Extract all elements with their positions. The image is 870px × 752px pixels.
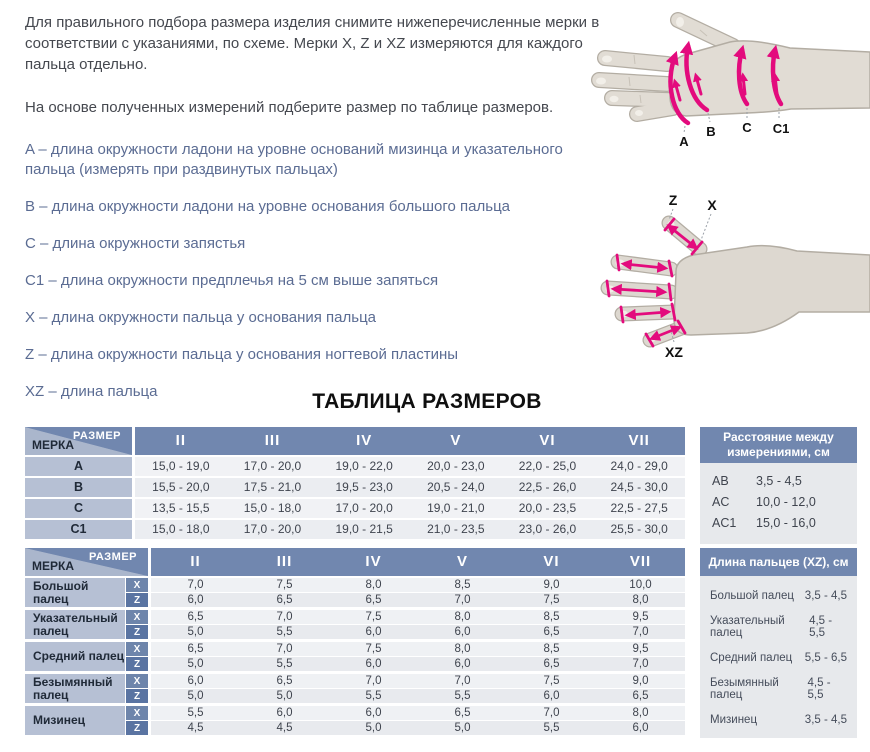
size-range-value: 17,0 - 20,0: [243, 522, 302, 536]
distance-box-body: [700, 463, 857, 544]
size-column-header: III: [276, 553, 293, 570]
z-value: 5,0: [454, 722, 471, 734]
x-value: 8,0: [454, 611, 471, 623]
finger-group: [25, 706, 685, 735]
z-value: 4,5: [276, 722, 293, 734]
x-value: 5,5: [187, 707, 204, 719]
z-value: 7,0: [632, 626, 649, 638]
measurement-definition: Z – длина окружности пальца у основания ногтевой пластины: [25, 346, 459, 363]
x-value: 9,5: [632, 611, 649, 623]
label-XZ: XZ: [665, 344, 683, 360]
corner-measure-label: МЕРКА: [32, 559, 74, 573]
size-range-value: 17,0 - 20,0: [243, 459, 302, 473]
finger-length-value: 3,5 - 4,5: [804, 589, 847, 602]
xz-badge-column: [126, 706, 148, 735]
x-value-row: [151, 674, 685, 688]
size-range-value: 24,5 - 30,0: [610, 480, 668, 494]
hand-shape: [606, 221, 870, 343]
size-table-title: ТАБЛИЦА РАЗМЕРОВ: [312, 390, 542, 413]
finger-name: Большой палец: [25, 578, 125, 607]
size-range-value: 15,0 - 18,0: [243, 501, 302, 515]
x-badge: X: [126, 610, 148, 624]
z-value: 7,5: [543, 594, 560, 606]
distance-box: [700, 427, 857, 544]
x-value: 10,0: [629, 579, 652, 591]
size-range-value: 19,0 - 22,0: [335, 459, 393, 473]
finger-values: [151, 578, 685, 607]
x-value: 9,0: [543, 579, 560, 591]
z-value: 6,5: [543, 626, 560, 638]
z-value: 6,0: [454, 658, 471, 670]
size-table-header-row: [25, 427, 685, 455]
z-value: 5,0: [365, 722, 382, 734]
x-badge: X: [126, 674, 148, 688]
x-value-row: [151, 642, 685, 656]
finger-values: [151, 610, 685, 639]
distance-label: AB: [712, 473, 729, 488]
finger-name: Указательный палец: [25, 610, 125, 639]
finger-length-label: Большой палец: [710, 589, 794, 602]
finger-group: [25, 610, 685, 639]
z-value: 8,0: [632, 594, 649, 606]
x-value: 7,0: [187, 579, 204, 591]
finger-length-row: [700, 704, 857, 735]
measurement-definition: X – длина окружности пальца у основания пальца: [25, 309, 377, 326]
hand-diagram-fingers: [585, 163, 870, 378]
finger-length-value: 4,5 - 5,5: [807, 676, 831, 701]
corner-size-label: РАЗМЕР: [72, 430, 121, 442]
finger-length-row: [700, 611, 857, 642]
size-column-header: V: [450, 432, 462, 449]
measure-row-label: C1: [25, 520, 132, 539]
x-value: 6,0: [365, 707, 382, 719]
x-value: 6,5: [276, 675, 293, 687]
x-badge: X: [126, 706, 148, 720]
x-value: 8,0: [632, 707, 649, 719]
size-range-value: 23,0 - 26,0: [518, 522, 577, 536]
size-column-header: V: [456, 553, 468, 570]
label-X: X: [707, 197, 717, 213]
z-value: 6,0: [187, 594, 204, 606]
z-value: 6,0: [632, 722, 649, 734]
finger-length-row: [700, 673, 857, 704]
hand-shape: [596, 17, 870, 116]
measurement-definition: B – длина окружности ладони на уровне основания большого пальца: [25, 198, 511, 215]
x-value: 7,5: [276, 579, 293, 591]
finger-length-label: Мизинец: [710, 713, 758, 726]
z-badge: Z: [126, 625, 148, 639]
finger-length-value: 4,5 - 5,5: [809, 614, 833, 639]
intro-paragraph-1: Для правильного подбора размера изделия снимите нижеперечисленные мерки в соответствии с указаниями, по схеме. Мерки X, Z и XZ измеряются для каждого пальца отдельно.: [25, 14, 600, 73]
z-badge: Z: [126, 657, 148, 671]
x-value: 7,0: [365, 675, 382, 687]
measure-row-label: B: [25, 478, 132, 497]
size-column-header: VI: [543, 553, 560, 570]
measure-row-values: [135, 520, 685, 539]
z-value: 6,0: [454, 626, 471, 638]
z-value-row: [151, 625, 685, 639]
z-value: 5,5: [454, 690, 471, 702]
size-range-value: 20,0 - 23,5: [518, 501, 577, 515]
x-value: 6,5: [187, 611, 204, 623]
label-Z: Z: [668, 192, 678, 208]
finger-group: [25, 674, 685, 703]
x-value: 7,5: [365, 643, 382, 655]
z-value: 5,0: [276, 690, 293, 702]
finger-length-row: [700, 642, 857, 673]
distance-label: AC: [712, 494, 730, 509]
finger-values: [151, 642, 685, 671]
label-C: C: [742, 120, 752, 135]
size-range-value: 22,5 - 27,5: [610, 501, 668, 515]
measure-row-values: [135, 499, 685, 518]
x-value: 8,5: [454, 579, 471, 591]
x-value: 7,0: [454, 675, 471, 687]
z-badge: Z: [126, 721, 148, 735]
size-table-row: [25, 499, 685, 518]
distance-row: [700, 491, 857, 512]
size-column-header: VI: [539, 432, 556, 449]
intro-paragraph-2: На основе полученных измерений подберите размер по таблице размеров.: [25, 99, 554, 116]
z-value: 6,5: [365, 594, 382, 606]
measure-row-label: C: [25, 499, 132, 518]
size-table-main: [25, 427, 685, 541]
size-column-header: III: [264, 432, 281, 449]
z-value: 7,0: [632, 658, 649, 670]
finger-values: [151, 674, 685, 703]
z-value: 6,0: [543, 690, 560, 702]
x-value: 7,0: [276, 643, 293, 655]
z-value: 6,0: [365, 626, 382, 638]
size-column-header: II: [190, 553, 201, 570]
measure-row-values: [135, 478, 685, 497]
distance-value: 15,0 - 16,0: [756, 515, 816, 530]
x-value: 6,5: [454, 707, 471, 719]
z-badge: Z: [126, 593, 148, 607]
distance-row: [700, 512, 857, 533]
finger-name: Средний палец: [25, 642, 125, 671]
z-value: 5,5: [365, 690, 382, 702]
z-value: 5,5: [276, 626, 293, 638]
size-range-value: 13,5 - 15,5: [152, 501, 210, 515]
z-value: 6,0: [365, 658, 382, 670]
distance-value: 10,0 - 12,0: [756, 494, 816, 509]
finger-length-label: Указательный палец: [710, 614, 785, 639]
z-value: 6,5: [543, 658, 560, 670]
size-table-row: [25, 457, 685, 476]
size-range-value: 21,0 - 23,5: [427, 522, 485, 536]
size-range-value: 19,0 - 21,0: [427, 501, 485, 515]
size-table-row: [25, 478, 685, 497]
size-column-header: VII: [628, 432, 650, 449]
size-range-value: 25,5 - 30,0: [610, 522, 668, 536]
finger-name: Мизинец: [25, 706, 125, 735]
z-value-row: [151, 593, 685, 607]
corner-measure-label: МЕРКА: [32, 438, 74, 452]
finger-length-label: Средний палец: [710, 651, 793, 664]
finger-length-row: [700, 580, 857, 611]
size-table-row: [25, 520, 685, 539]
z-value: 6,5: [632, 690, 649, 702]
distance-row: [700, 470, 857, 491]
z-value: 7,0: [454, 594, 471, 606]
finger-table-header-row: [25, 548, 685, 576]
distance-label: AC1: [712, 515, 737, 530]
size-range-value: 20,0 - 23,0: [427, 459, 485, 473]
x-value: 9,0: [632, 675, 649, 687]
size-column-header: VII: [629, 553, 652, 570]
z-value-row: [151, 721, 685, 735]
x-value: 6,5: [187, 643, 204, 655]
x-value: 8,5: [543, 643, 560, 655]
x-value: 7,5: [365, 611, 382, 623]
z-value: 4,5: [187, 722, 204, 734]
intro-text: [25, 12, 600, 419]
x-value: 6,0: [187, 675, 204, 687]
corner-size-label: РАЗМЕР: [88, 551, 137, 563]
finger-length-label: Безымянный палец: [710, 676, 779, 701]
x-value: 6,0: [276, 707, 293, 719]
label-B: B: [706, 124, 716, 139]
x-badge: X: [126, 642, 148, 656]
x-value: 7,5: [543, 675, 560, 687]
size-range-value: 15,5 - 20,0: [152, 480, 210, 494]
measurement-definition: C1 – длина окружности предплечья на 5 см выше запяться: [25, 272, 439, 289]
table2-columns: [151, 548, 685, 576]
x-value: 9,5: [632, 643, 649, 655]
finger-size-table: [25, 548, 685, 738]
measurement-definition: C – длина окружности запястья: [25, 235, 246, 252]
x-value-row: [151, 578, 685, 592]
measure-row-values: [135, 457, 685, 476]
circumference-labels: [679, 120, 789, 149]
z-value: 6,5: [276, 594, 293, 606]
size-range-value: 19,5 - 23,0: [335, 480, 393, 494]
x-value: 8,5: [543, 611, 560, 623]
z-value: 5,5: [543, 722, 560, 734]
xz-badge-column: [126, 642, 148, 671]
finger-length-box-body: [700, 576, 857, 738]
x-value: 7,0: [276, 611, 293, 623]
x-value: 8,0: [454, 643, 471, 655]
finger-values: [151, 706, 685, 735]
z-value: 5,0: [187, 690, 204, 702]
z-value: 5,0: [187, 658, 204, 670]
size-column-header: II: [175, 432, 186, 449]
finger-name: Безымянный палец: [25, 674, 125, 703]
size-column-header: IV: [365, 553, 382, 570]
xz-badge-column: [126, 674, 148, 703]
label-C1: C1: [772, 121, 790, 136]
size-range-value: 17,5 - 21,0: [243, 480, 302, 494]
label-A: A: [679, 134, 689, 149]
measurement-definition: A – длина окружности ладони на уровне оснований мизинца и указательного пальца (измерять при раздвинутых пальцах): [25, 141, 563, 178]
xz-badge-column: [126, 610, 148, 639]
measurement-definitions: [25, 140, 600, 402]
size-column-header: IV: [356, 432, 373, 449]
table1-columns: [135, 427, 685, 455]
size-range-value: 24,0 - 29,0: [610, 459, 668, 473]
size-range-value: 15,0 - 18,0: [152, 522, 210, 536]
x-badge: X: [126, 578, 148, 592]
finger-length-box: [700, 548, 857, 738]
z-badge: Z: [126, 689, 148, 703]
x-value-row: [151, 610, 685, 624]
distance-box-header: Расстояние между измерениями, см: [700, 427, 857, 463]
finger-group: [25, 642, 685, 671]
x-value: 7,0: [543, 707, 560, 719]
z-value-row: [151, 657, 685, 671]
x-value: 8,0: [365, 579, 382, 591]
finger-length-value: 5,5 - 6,5: [804, 651, 847, 664]
size-range-value: 15,0 - 19,0: [152, 459, 210, 473]
finger-length-box-header: Длина пальцев (XZ), см: [700, 548, 857, 576]
distance-value: 3,5 - 4,5: [756, 473, 802, 488]
finger-group: [25, 578, 685, 607]
z-value: 5,0: [187, 626, 204, 638]
size-range-value: 20,5 - 24,0: [427, 480, 485, 494]
size-range-value: 22,0 - 25,0: [518, 459, 577, 473]
xz-badge-column: [126, 578, 148, 607]
measurement-definition: XZ – длина пальца: [25, 383, 158, 400]
z-value-row: [151, 689, 685, 703]
x-value-row: [151, 706, 685, 720]
size-range-value: 19,0 - 21,5: [335, 522, 393, 536]
z-value: 5,5: [276, 658, 293, 670]
size-range-value: 22,5 - 26,0: [518, 480, 577, 494]
measure-row-label: A: [25, 457, 132, 476]
table1-corner: [25, 427, 132, 455]
finger-length-value: 3,5 - 4,5: [804, 713, 847, 726]
table2-corner: [25, 548, 148, 576]
hand-diagram-circumferences: [585, 2, 870, 162]
size-range-value: 17,0 - 20,0: [335, 501, 393, 515]
